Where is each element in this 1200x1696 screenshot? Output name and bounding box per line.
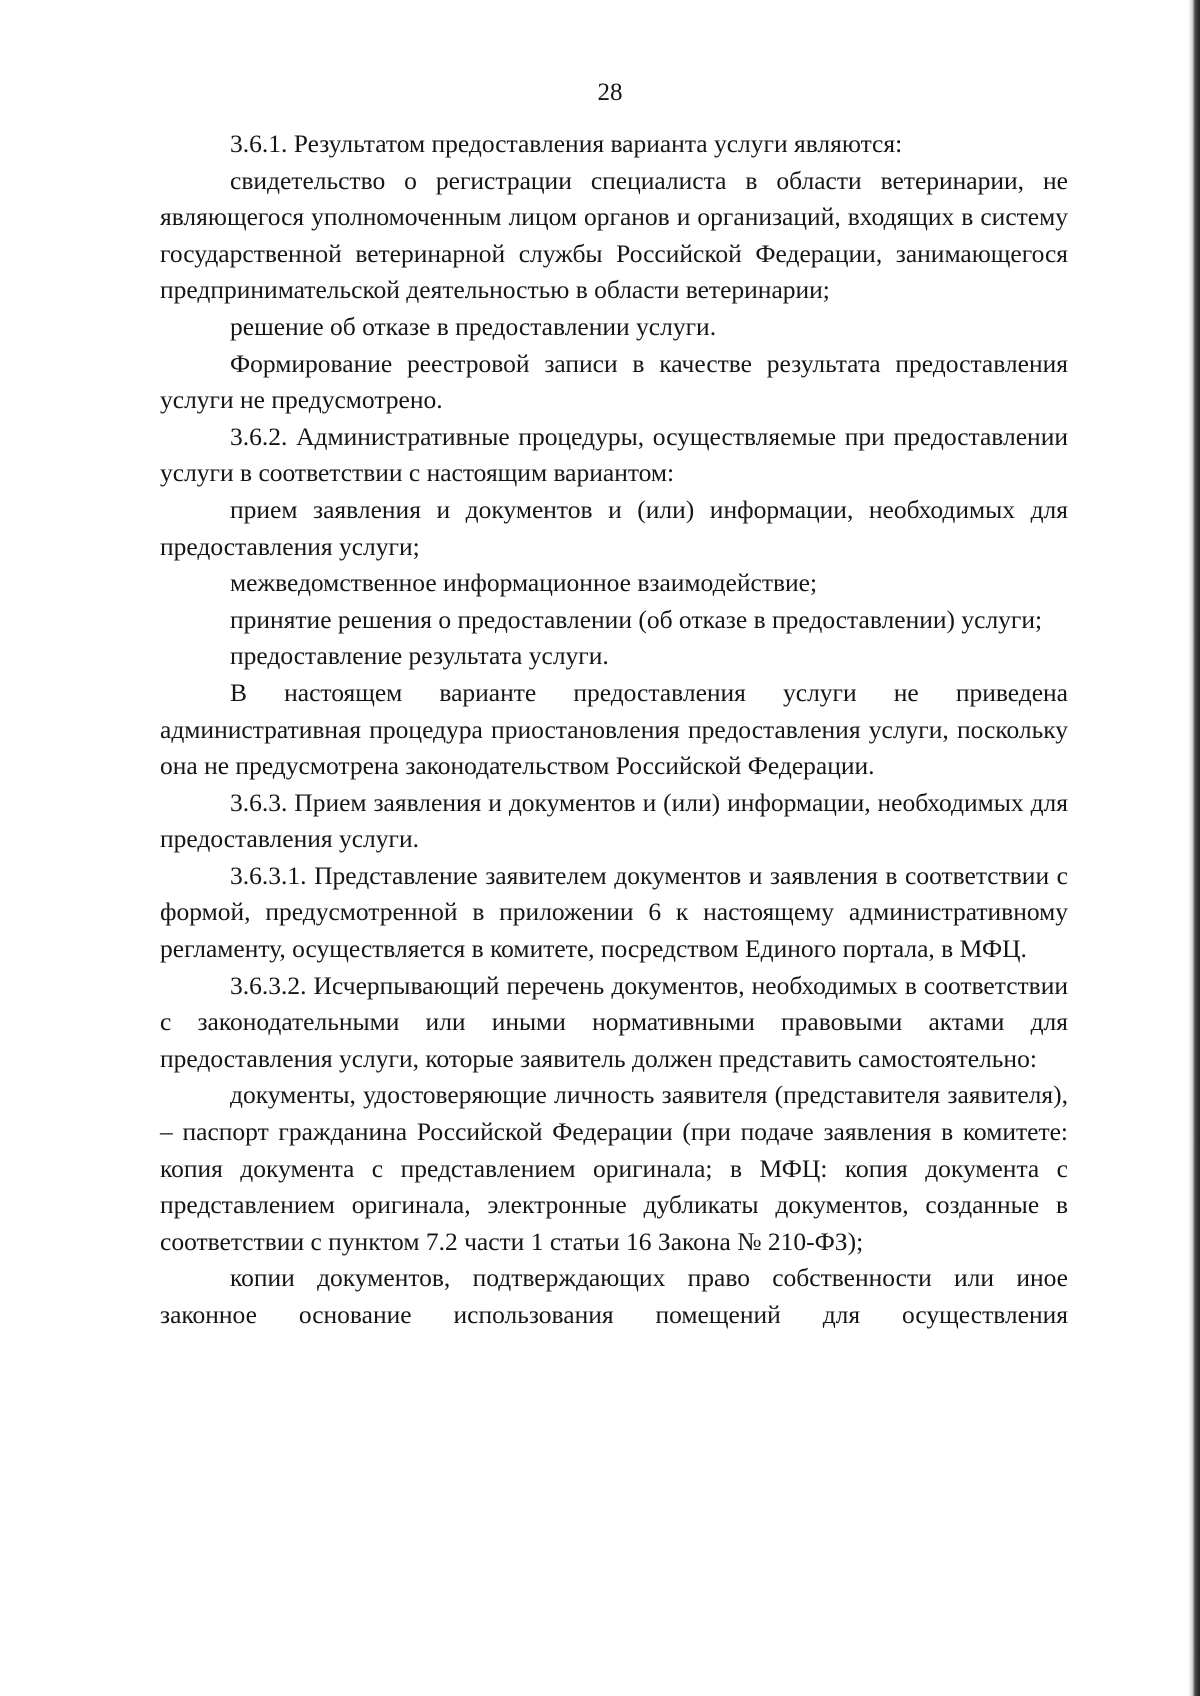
paragraph-suspension-note: В настоящем варианте предоставления услуги не приведена административная процедура приостановления предоставления услуги, поскольку она не предусмотрена законодательством Российской Федерации.: [160, 677, 1068, 781]
paragraph-3-6-3: 3.6.3. Прием заявления и документов и (или) информации, необходимых для предоставления услуги.: [160, 787, 1068, 854]
paragraph-3-6-3-2: 3.6.3.2. Исчерпывающий перечень документов, необходимых в соответствии с законодательными или иными нормативными правовыми актами для предоставления услуги, которые заявитель должен представить самостоятельно:: [160, 970, 1068, 1073]
paragraph-identity-documents: документы, удостоверяющие личность заявителя (представителя заявителя), – паспорт гражданина Российской Федерации (при подаче заявления в комитете: копия документа с представлением оригинала; в МФЦ: копия документа с представлением оригинала, электронные дубликаты документов, созданные в соответствии с пунктом 7.2 части 1 статьи 16 Закона № 210-ФЗ);: [160, 1080, 1068, 1256]
scan-edge-shadow: [1188, 0, 1200, 1696]
paragraph-3-6-3-1: 3.6.3.1. Представление заявителем документов и заявления в соответствии с формой, предусмотренной в приложении 6 к настоящему административному регламенту, осуществляется в комитете, посредством Единого портала, в МФЦ.: [160, 860, 1068, 964]
paragraph-3-6-1: 3.6.1. Результатом предоставления варианта услуги являются:: [230, 129, 903, 158]
paragraph-3-6-2: 3.6.2. Административные процедуры, осуществляемые при предоставлении услуги в соответствии с настоящим вариантом:: [160, 421, 1068, 488]
paragraph-procedure-interagency: межведомственное информационное взаимодействие;: [230, 568, 818, 598]
paragraph-result-refusal: решение об отказе в предоставлении услуги.: [230, 311, 717, 341]
page-number: 28: [597, 79, 623, 106]
paragraph-procedure-reception: прием заявления и документов и (или) информации, необходимых для предоставления услуги;: [160, 494, 1068, 561]
document-body: [160, 126, 1068, 1334]
paragraph-procedure-decision: принятие решения о предоставлении (об отказе в предоставлении) услуги;: [230, 604, 1043, 634]
paragraph-property-documents: копии документов, подтверждающих право собственности или иное законное основание использования помещений для осуществления: [160, 1263, 1068, 1329]
paragraph-result-certificate: свидетельство о регистрации специалиста в области ветеринарии, не являющегося уполномоченным лицом органов и организаций, входящих в систему государственной ветеринарной службы Российской Федерации, занимающегося предпринимательской деятельностью в области ветеринарии;: [160, 165, 1068, 305]
paragraph-procedure-result: предоставление результата услуги.: [230, 641, 609, 671]
paragraph-registry-record: Формирование реестровой записи в качестве результата предоставления услуги не предусмотрено.: [160, 348, 1068, 415]
